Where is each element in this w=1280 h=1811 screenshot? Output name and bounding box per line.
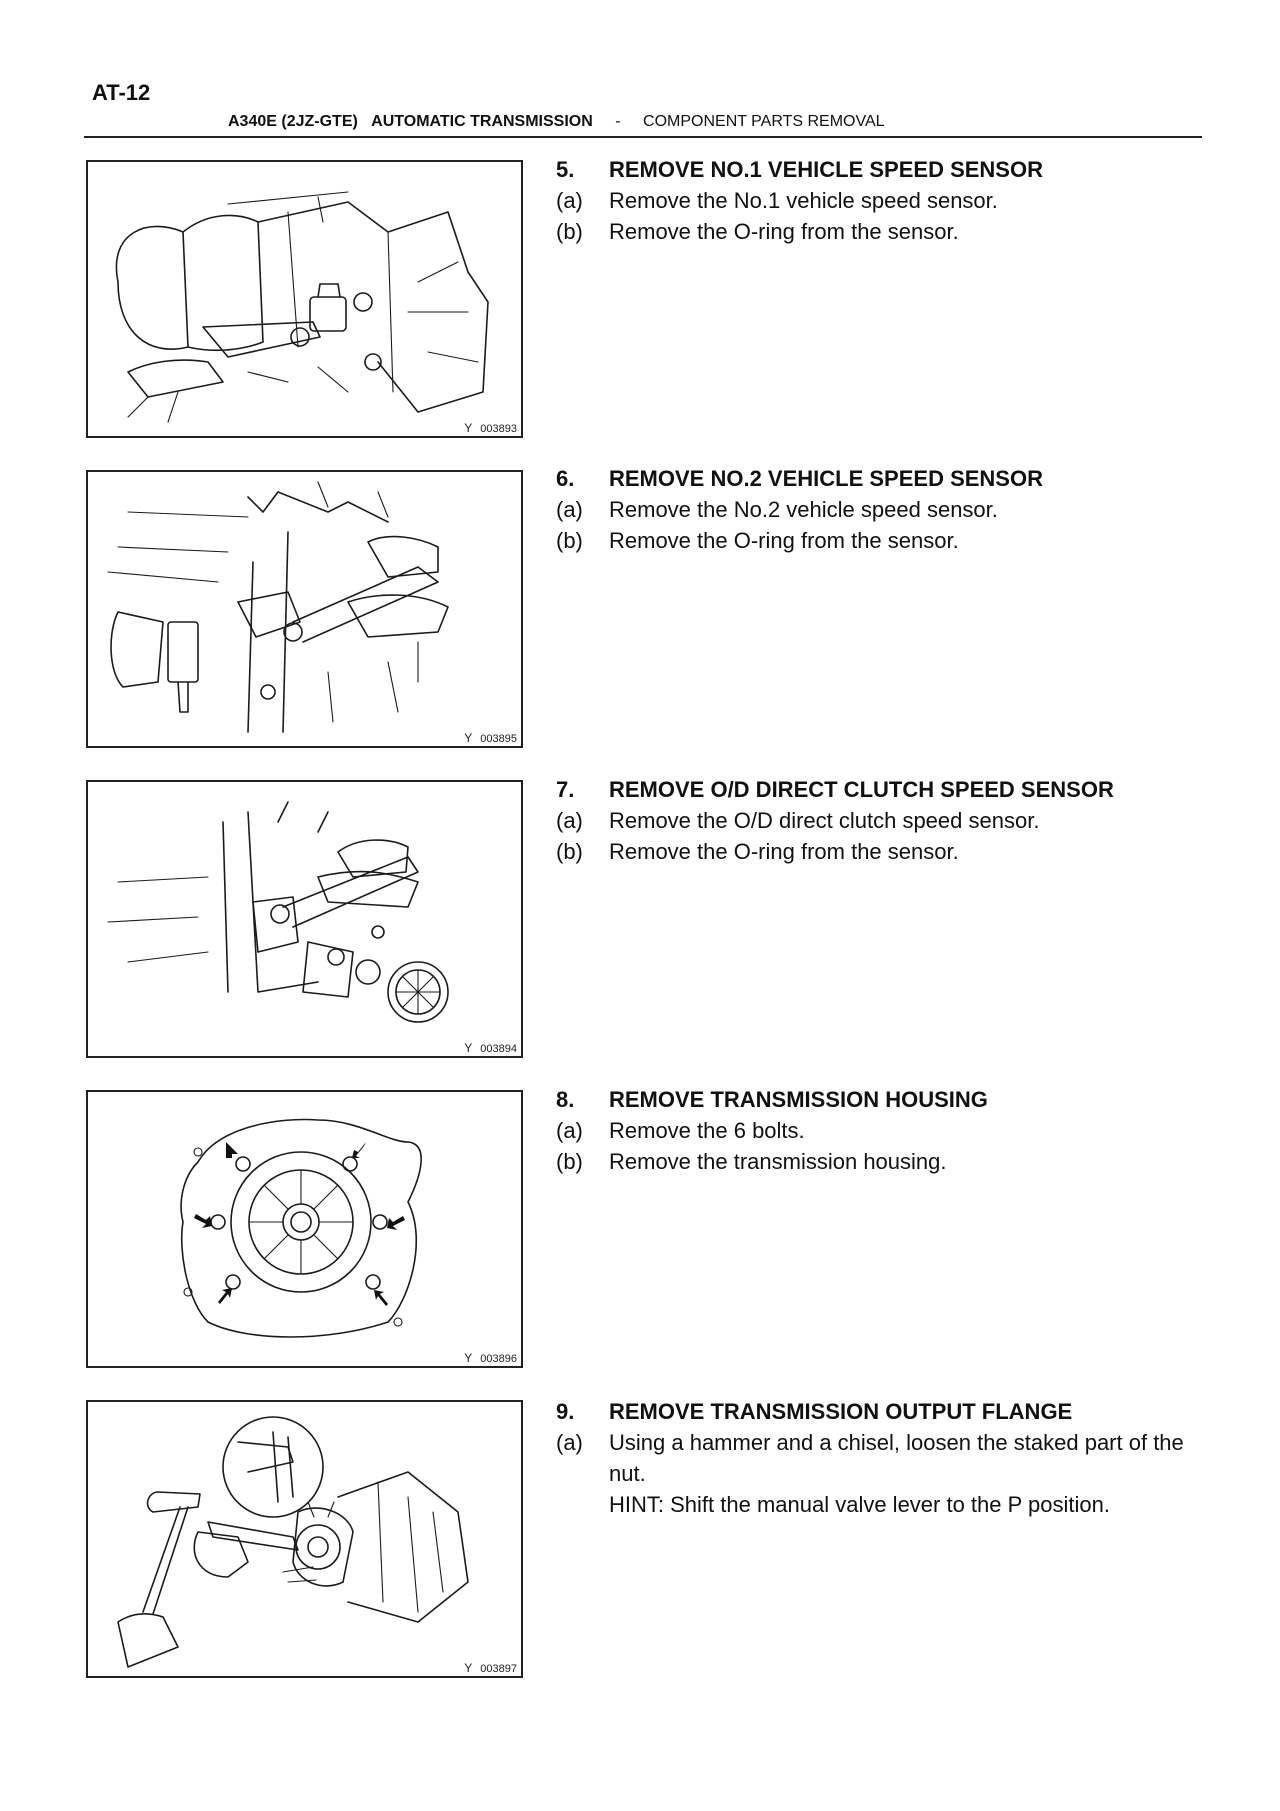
substep-a: (a) Using a hammer and a chisel, loosen the staked part of the nut. bbox=[556, 1430, 1184, 1486]
step-6 bbox=[556, 463, 1216, 556]
figure-id: Y 003896 bbox=[464, 1351, 517, 1365]
substep-a: (a) Remove the No.1 vehicle speed sensor. bbox=[556, 188, 998, 213]
substep-b: (b) Remove the O-ring from the sensor. bbox=[556, 219, 959, 244]
step-5 bbox=[556, 154, 1216, 247]
header-separator: - bbox=[615, 113, 621, 130]
figure-id: Y 003894 bbox=[464, 1041, 517, 1055]
substep-b: (b) Remove the O-ring from the sensor. bbox=[556, 839, 959, 864]
hammer-chisel-flange-illustration bbox=[88, 1402, 521, 1676]
page-number: AT-12 bbox=[92, 80, 151, 105]
step-title: 7. REMOVE O/D DIRECT CLUTCH SPEED SENSOR bbox=[556, 777, 1114, 802]
hint-text: HINT: Shift the manual valve lever to the P position. bbox=[609, 1492, 1110, 1517]
clutch-speed-sensor-illustration bbox=[88, 782, 521, 1056]
figure-id: Y 003893 bbox=[464, 421, 517, 435]
figure-id: Y 003895 bbox=[464, 731, 517, 745]
figure-step-8 bbox=[86, 1090, 523, 1368]
substep-b: (b) Remove the transmission housing. bbox=[556, 1149, 947, 1174]
header-section: AUTOMATIC TRANSMISSION bbox=[371, 113, 593, 130]
substep-a: (a) Remove the No.2 vehicle speed sensor. bbox=[556, 497, 998, 522]
speed-sensor-removal-illustration bbox=[88, 162, 521, 436]
running-header bbox=[228, 113, 885, 131]
step-title: 5. REMOVE NO.1 VEHICLE SPEED SENSOR bbox=[556, 157, 1043, 182]
step-7 bbox=[556, 774, 1216, 867]
figure-id: Y 003897 bbox=[464, 1661, 517, 1675]
header-divider bbox=[84, 136, 1202, 138]
figure-step-6 bbox=[86, 470, 523, 748]
figure-step-9 bbox=[86, 1400, 523, 1678]
substep-a: (a) Remove the 6 bolts. bbox=[556, 1118, 805, 1143]
header-subsection: COMPONENT PARTS REMOVAL bbox=[643, 113, 885, 130]
figure-step-7 bbox=[86, 780, 523, 1058]
step-9 bbox=[556, 1396, 1216, 1520]
substep-b: (b) Remove the O-ring from the sensor. bbox=[556, 528, 959, 553]
step-title: 8. REMOVE TRANSMISSION HOUSING bbox=[556, 1087, 988, 1112]
step-title: 6. REMOVE NO.2 VEHICLE SPEED SENSOR bbox=[556, 466, 1043, 491]
speed-sensor-removal-illustration bbox=[88, 472, 521, 746]
transmission-housing-bolts-illustration bbox=[88, 1092, 521, 1366]
figure-step-5 bbox=[86, 160, 523, 438]
step-title: 9. REMOVE TRANSMISSION OUTPUT FLANGE bbox=[556, 1399, 1073, 1424]
step-8 bbox=[556, 1084, 1216, 1177]
header-model: A340E (2JZ-GTE) bbox=[228, 113, 358, 130]
substep-a: (a) Remove the O/D direct clutch speed sensor. bbox=[556, 808, 1040, 833]
